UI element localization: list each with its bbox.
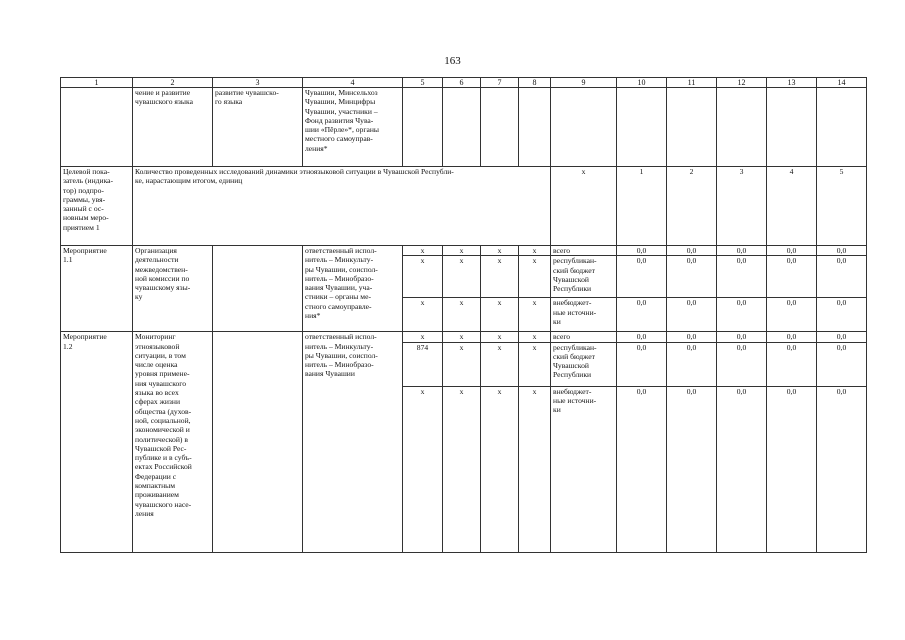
col-number: 9 [551, 78, 617, 88]
cell-empty [667, 88, 717, 167]
measure-1-1-label: Мероприятие 1.1 [61, 246, 133, 332]
funding-value: 0,0 [817, 342, 867, 386]
col-number: 5 [403, 78, 443, 88]
funding-value: 0,0 [717, 332, 767, 342]
budget-code: 874 [403, 342, 443, 386]
cell-empty [617, 88, 667, 167]
budget-code: x [519, 332, 551, 342]
col-number: 3 [213, 78, 303, 88]
continuation-row [61, 88, 867, 167]
funding-source: всего [551, 332, 617, 342]
funding-value: 0,0 [767, 332, 817, 342]
funding-source: внебюджет- ные источни- ки [551, 386, 617, 552]
cell-empty [717, 88, 767, 167]
funding-value: 0,0 [817, 256, 867, 298]
funding-value: 0,0 [717, 256, 767, 298]
funding-value: 0,0 [617, 246, 667, 256]
budget-code: x [443, 342, 481, 386]
budget-code: x [443, 256, 481, 298]
funding-value: 0,0 [817, 332, 867, 342]
cell-empty [519, 88, 551, 167]
target-value: 3 [717, 167, 767, 246]
cell-empty [481, 88, 519, 167]
funding-value: 0,0 [617, 332, 667, 342]
budget-code: x [403, 386, 443, 552]
page-number: 163 [444, 55, 461, 67]
budget-code: x [519, 342, 551, 386]
target-value: 1 [617, 167, 667, 246]
funding-value: 0,0 [717, 298, 767, 332]
budget-code: x [519, 246, 551, 256]
cell-empty [213, 246, 303, 332]
cell-empty [817, 88, 867, 167]
measure-1-1-name: Организация деятельности межведомствен- ной комиссии по чувашскому язы- ку [133, 246, 213, 332]
continued-goal: развитие чувашско- го языка [213, 88, 303, 167]
funding-value: 0,0 [817, 246, 867, 256]
funding-value: 0,0 [667, 342, 717, 386]
funding-value: 0,0 [767, 342, 817, 386]
funding-value: 0,0 [767, 386, 817, 552]
measure-1-2-total-row [61, 332, 867, 342]
funding-value: 0,0 [717, 386, 767, 552]
funding-source: внебюджет- ные источни- ки [551, 298, 617, 332]
budget-code: x [443, 332, 481, 342]
col-number: 11 [667, 78, 717, 88]
cell-empty [767, 88, 817, 167]
cell-empty [403, 88, 443, 167]
col-number: 14 [817, 78, 867, 88]
funding-source: республикан- ский бюджет Чувашской Республики [551, 256, 617, 298]
budget-code: x [443, 246, 481, 256]
funding-value: 0,0 [667, 256, 717, 298]
budget-code: x [443, 386, 481, 552]
funding-value: 0,0 [717, 342, 767, 386]
budget-code: x [443, 298, 481, 332]
budget-code: x [481, 298, 519, 332]
target-indicator-label: Целевой пока- затель (индика- тор) подпро- граммы, увя- занный с ос- новным меро- приятием 1 [61, 167, 133, 246]
col-number: 2 [133, 78, 213, 88]
col-number: 8 [519, 78, 551, 88]
col-number: 4 [303, 78, 403, 88]
funding-value: 0,0 [817, 386, 867, 552]
funding-value: 0,0 [617, 342, 667, 386]
col-number: 13 [767, 78, 817, 88]
budget-code: x [481, 342, 519, 386]
funding-value: 0,0 [767, 246, 817, 256]
measure-1-1-responsible: ответственный испол- нитель – Минкульту- ры Чувашии, соиспол- нитель – Минобразо- вания Чувашии, уча- стники – органы ме- стного самоуправле- ния* [303, 246, 403, 332]
budget-code: x [519, 386, 551, 552]
col-number: 10 [617, 78, 667, 88]
measure-1-2-label: Мероприятие 1.2 [61, 332, 133, 552]
budget-code: x [403, 332, 443, 342]
target-value: 4 [767, 167, 817, 246]
target-value: 5 [817, 167, 867, 246]
col-number: 1 [61, 78, 133, 88]
funding-value: 0,0 [617, 256, 667, 298]
col-number: 7 [481, 78, 519, 88]
budget-code: x [403, 256, 443, 298]
cell-empty [551, 88, 617, 167]
budget-code: x [481, 256, 519, 298]
program-table [60, 77, 867, 553]
budget-code: x [403, 246, 443, 256]
funding-value: 0,0 [767, 256, 817, 298]
funding-value: 0,0 [717, 246, 767, 256]
budget-code: x [481, 246, 519, 256]
col-number: 12 [717, 78, 767, 88]
budget-code: x [519, 256, 551, 298]
cell-empty [213, 332, 303, 552]
funding-value: 0,0 [667, 386, 717, 552]
measure-1-2-name: Мониторинг этноязыковой ситуации, в том числе оценка уровня примене- ния чувашского языка во всех сферах жизни общества (духов- ной, социальной, экономической и политической) в Чувашской Рес- публике и в субъ- ектах Российской Федерации с компактным проживанием чувашского насе- ления [133, 332, 213, 552]
funding-source: республикан- ский бюджет Чувашской Республики [551, 342, 617, 386]
col-number: 6 [443, 78, 481, 88]
funding-value: 0,0 [667, 298, 717, 332]
target-indicator-text: Количество проведенных исследований динамики этноязыковой ситуации в Чувашской Республи- ке, нарастающим итогом, единиц [133, 167, 551, 246]
funding-value: 0,0 [767, 298, 817, 332]
funding-value: 0,0 [667, 246, 717, 256]
continued-responsible: Чувашии, Минсельхоз Чувашии, Минцифры Чувашии, участники – Фонд развития Чува- шии «Пĕрле»*, органы местного самоуправ- ления* [303, 88, 403, 167]
target-indicator-source: x [551, 167, 617, 246]
budget-code: x [481, 332, 519, 342]
target-indicator-row [61, 167, 867, 246]
funding-source: всего [551, 246, 617, 256]
cell-empty [61, 88, 133, 167]
budget-code: x [519, 298, 551, 332]
column-number-row [61, 78, 867, 88]
cell-empty [443, 88, 481, 167]
measure-1-1-total-row [61, 246, 867, 256]
funding-value: 0,0 [617, 386, 667, 552]
funding-value: 0,0 [817, 298, 867, 332]
continued-measure-name: чение и развитие чувашского языка [133, 88, 213, 167]
funding-value: 0,0 [617, 298, 667, 332]
funding-value: 0,0 [667, 332, 717, 342]
target-value: 2 [667, 167, 717, 246]
budget-code: x [481, 386, 519, 552]
budget-code: x [403, 298, 443, 332]
measure-1-2-responsible: ответственный испол- нитель – Минкульту- ры Чувашии, соиспол- нитель – Минобразо- вания Чувашии [303, 332, 403, 552]
